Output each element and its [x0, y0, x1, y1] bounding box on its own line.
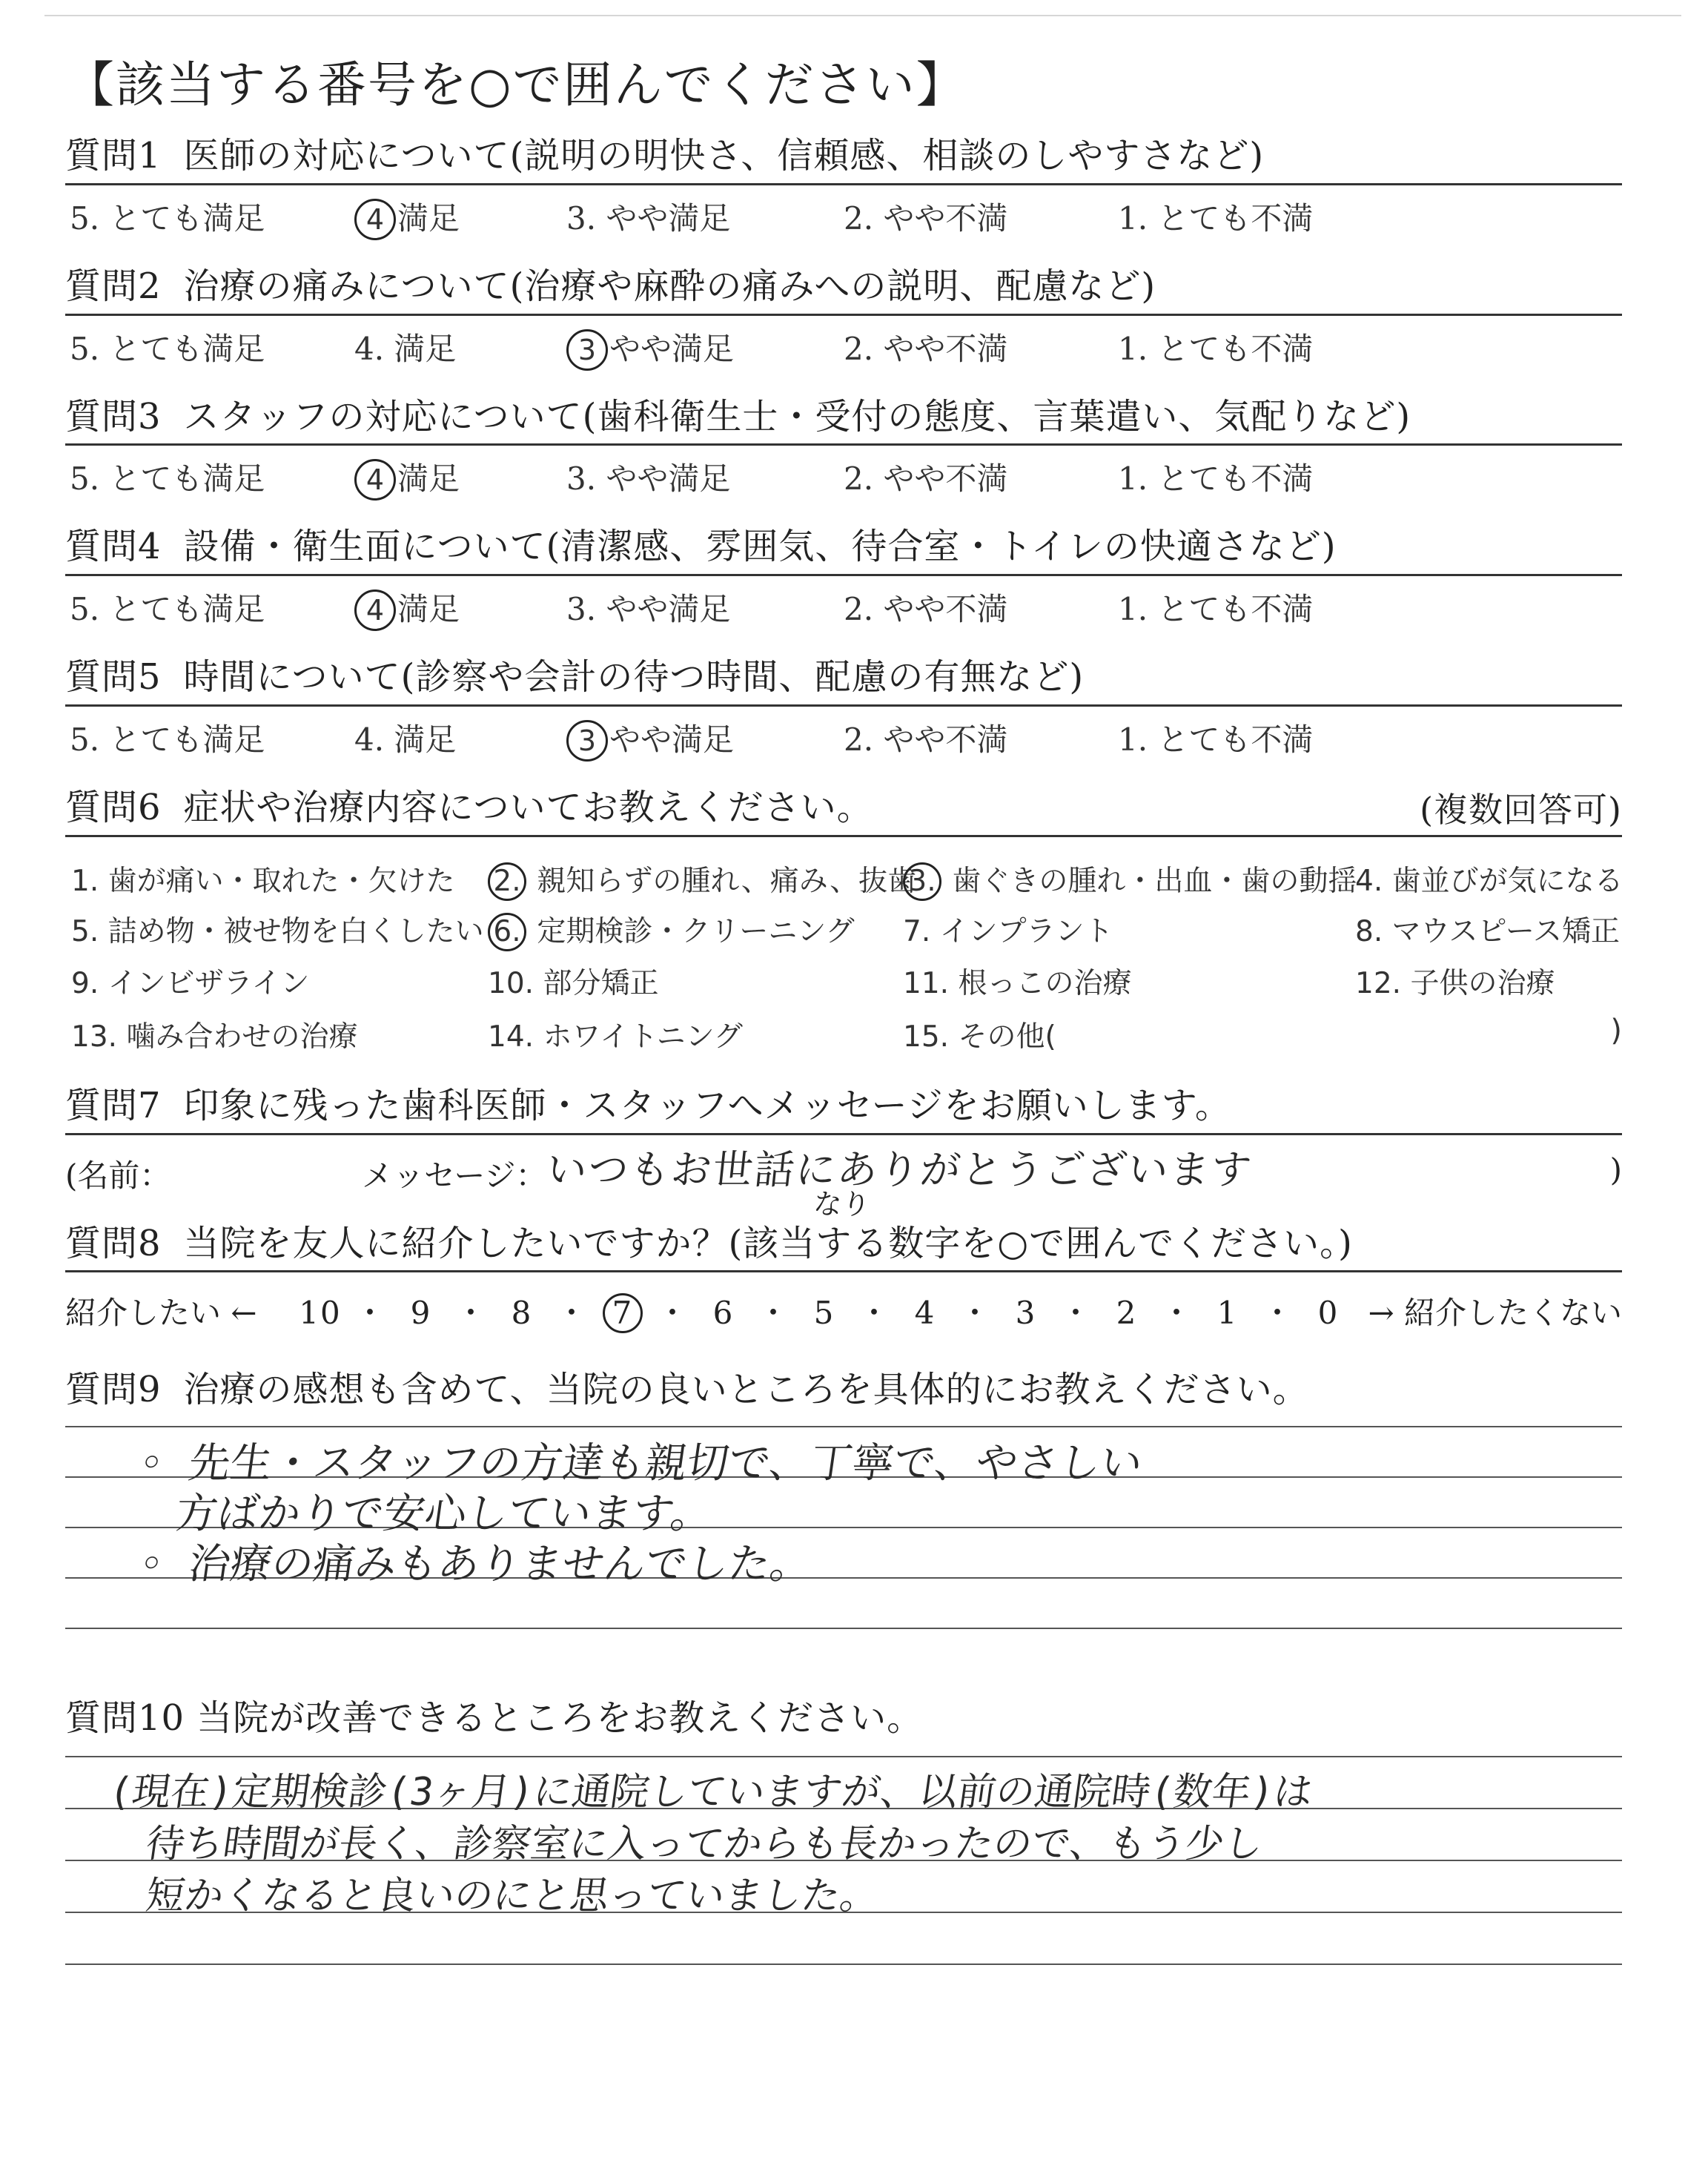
option-label: 部分矯正 [543, 966, 659, 1000]
q8-text: 当院を友人に紹介したいですか？(該当する数字を○で囲んでください。) [183, 1222, 1353, 1264]
option-label: 満足 [397, 591, 460, 628]
selected-circle: 7 [603, 1293, 643, 1333]
q8-scale-2[interactable]: 2 [1116, 1295, 1138, 1332]
q6-option-2[interactable] [488, 858, 916, 901]
q4-option-3[interactable]: 3. やや満足 [566, 591, 731, 628]
question-9 [65, 1370, 1622, 1639]
survey-page [65, 44, 1622, 1968]
q6-option-3[interactable] [903, 858, 1357, 901]
q8-scale-7[interactable] [598, 1293, 648, 1333]
q6-option-12[interactable] [1355, 960, 1555, 1002]
q6-option-7[interactable] [903, 908, 1113, 950]
q5-options [65, 707, 1622, 756]
option-number: 13. [71, 1020, 118, 1054]
q8-scale-9[interactable]: 9 [410, 1295, 432, 1332]
q5-option-3[interactable] [566, 716, 734, 762]
option-number: 9. [71, 966, 99, 1000]
option-number: 4. [1355, 864, 1383, 898]
q9-answer-area [65, 1417, 1622, 1639]
q3-option-3[interactable]: 3. やや満足 [566, 460, 731, 498]
option-label: やや満足 [609, 330, 735, 367]
q1-option-4[interactable] [354, 194, 460, 240]
q7-close-paren: ) [1609, 1151, 1622, 1188]
scale-separator: ・ [1059, 1295, 1093, 1332]
q8-scale-1[interactable]: 1 [1217, 1295, 1239, 1332]
top-rule [44, 15, 1681, 16]
q8-scale [65, 1272, 1622, 1354]
q4-text: 設備・衛生面について(清潔感、雰囲気、待合室・トイレの快適さなど) [183, 526, 1337, 568]
option-label: 噛み合わせの治療 [126, 1020, 358, 1054]
option-number: 15. [903, 1020, 950, 1054]
q6-option-13[interactable] [71, 1014, 357, 1055]
q7-text: 印象に残った歯科医師・スタッフへメッセージをお願いします。 [183, 1084, 1231, 1126]
q2-option-4[interactable]: 4. 満足 [354, 330, 457, 367]
selected-circle: 4 [354, 589, 396, 631]
option-label: やや満足 [609, 721, 735, 758]
option-number: 12. [1355, 966, 1402, 1000]
question-2 [65, 267, 1622, 365]
q7-message-label: メッセージ： [362, 1157, 547, 1194]
question-3 [65, 395, 1622, 498]
q10-answer-area [65, 1745, 1622, 1968]
q10-handwriting-line-2: 待ち時間が長く、診察室に入ってからも長かったので、もう少し [143, 1821, 1266, 1866]
question-7 [65, 1086, 1622, 1224]
q2-title [65, 267, 1622, 316]
q6-title [65, 788, 1622, 837]
option-label: 歯ぐきの腫れ・出血・歯の動揺 [952, 864, 1357, 898]
q6-text: 症状や治療内容についてお教えください。 [183, 786, 873, 828]
option-label: 子供の治療 [1410, 966, 1555, 1000]
q6-number: 質問6 [65, 786, 162, 828]
q4-options [65, 576, 1622, 628]
selected-circle: 2. [488, 862, 526, 901]
option-number: 1. [71, 864, 99, 898]
q8-title [65, 1224, 1622, 1273]
q7-message-line [65, 1135, 1622, 1224]
option-label: 定期検診・クリーニング [537, 914, 855, 948]
q7-name-label: (名前： [65, 1157, 171, 1194]
q7-message-correction: なり [812, 1187, 872, 1221]
q6-option-6[interactable] [488, 908, 855, 951]
q8-scale-0[interactable]: 0 [1317, 1295, 1340, 1332]
selected-circle: 3. [903, 862, 941, 901]
q1-option-5[interactable]: 5. とても満足 [70, 199, 265, 237]
q6-option-5[interactable] [71, 908, 484, 950]
q6-option-1[interactable] [71, 858, 455, 899]
q6-option-14[interactable] [488, 1014, 743, 1055]
selected-circle: 4 [354, 199, 396, 240]
q5-option-2[interactable]: 2. やや不満 [844, 721, 1008, 758]
q10-text: 当院が改善できるところをお教えください。 [196, 1697, 924, 1740]
q2-option-2[interactable]: 2. やや不満 [844, 330, 1008, 367]
q4-option-1[interactable]: 1. とても不満 [1118, 591, 1314, 628]
option-label: 詰め物・被せ物を白くしたい [107, 914, 484, 948]
q3-option-4[interactable] [354, 455, 460, 501]
scale-separator: ・ [354, 1295, 387, 1332]
q4-option-4[interactable] [354, 585, 460, 631]
q4-option-2[interactable]: 2. やや不満 [844, 591, 1008, 628]
scale-separator: ・ [1261, 1295, 1294, 1332]
q8-scale-numbers [295, 1289, 1354, 1333]
option-label: マウスピース矯正 [1391, 914, 1620, 948]
selected-circle: 4 [354, 459, 396, 501]
selected-circle: 3 [566, 720, 608, 762]
option-number: 8. [1355, 914, 1383, 948]
q6-option-8[interactable] [1355, 908, 1620, 950]
question-6 [65, 788, 1622, 1052]
question-8 [65, 1224, 1622, 1355]
option-number: 10. [488, 966, 534, 1000]
q1-number: 質問1 [65, 135, 162, 176]
q4-title [65, 527, 1622, 576]
q3-option-1[interactable]: 1. とても不満 [1118, 460, 1314, 498]
q8-scale-4[interactable]: 4 [914, 1295, 936, 1332]
q1-option-3[interactable]: 3. やや満足 [566, 199, 731, 237]
q9-text: 治療の感想も含めて、当院の良いところを具体的にお教えください。 [183, 1369, 1309, 1411]
q3-title [65, 397, 1622, 446]
q10-title [65, 1699, 1622, 1745]
q9-handwriting-line-2: 方ばかりで安心しています。 [172, 1490, 716, 1539]
q3-option-2[interactable]: 2. やや不満 [844, 460, 1008, 498]
q1-option-1[interactable]: 1. とても不満 [1118, 199, 1314, 237]
question-10 [65, 1699, 1622, 1968]
q1-title [65, 136, 1622, 185]
q7-number: 質問7 [65, 1084, 162, 1126]
option-label: ホワイトニング [543, 1020, 743, 1054]
option-number: 5. [71, 914, 99, 948]
q3-options [65, 446, 1622, 498]
q3-text: スタッフの対応について(歯科衛生士・受付の態度、言葉遣い、気配りなど) [183, 395, 1411, 437]
q10-handwriting-line-1: (現在)定期検診(3ヶ月)に通院していますが、以前の通院時(数年)は [106, 1769, 1316, 1814]
question-1 [65, 135, 1622, 237]
q1-option-2[interactable]: 2. やや不満 [844, 199, 1008, 237]
question-5 [65, 658, 1622, 756]
q9-handwriting-line-3: ◦ 治療の痛みもありませんでした。 [135, 1540, 815, 1589]
q6-option-10[interactable] [488, 960, 658, 1002]
scale-separator: ・ [555, 1295, 589, 1332]
scale-separator: ・ [858, 1295, 891, 1332]
option-label: インプラント [939, 914, 1113, 948]
q8-left-label: 紹介したい ← [65, 1295, 257, 1332]
q5-number: 質問5 [65, 656, 162, 698]
q2-option-1[interactable]: 1. とても不満 [1118, 330, 1314, 367]
q8-scale-10[interactable]: 10 [299, 1295, 342, 1332]
q6-option-15[interactable] [903, 1014, 1056, 1055]
scale-separator: ・ [1160, 1295, 1194, 1332]
option-label: 根っこの治療 [958, 966, 1132, 1000]
q2-text: 治療の痛みについて(治療や麻酔の痛みへの説明、配慮など) [183, 265, 1156, 307]
selected-circle: 6. [488, 913, 526, 951]
q5-text: 時間について(診察や会計の待つ時間、配慮の有無など) [183, 656, 1085, 698]
q10-number: 質問10 [65, 1697, 185, 1740]
option-label: インビザライン [107, 966, 310, 1000]
q3-option-5[interactable]: 5. とても満足 [70, 460, 265, 498]
q2-options [65, 316, 1622, 365]
q6-options [65, 837, 1622, 1052]
q3-number: 質問3 [65, 395, 162, 437]
q10-rule-1 [65, 1756, 1622, 1757]
q2-option-5[interactable]: 5. とても満足 [70, 330, 265, 367]
scale-separator: ・ [454, 1295, 488, 1332]
q1-text: 医師の対応について(説明の明快さ、信頼感、相談のしやすさなど) [183, 135, 1265, 176]
q9-number: 質問9 [65, 1369, 162, 1411]
q9-title [65, 1370, 1622, 1417]
q4-number: 質問4 [65, 526, 162, 568]
q10-handwriting-line-3: 短かくなると良いのにと思っていました。 [143, 1873, 882, 1918]
q7-title [65, 1086, 1622, 1135]
option-label: その他( [958, 1020, 1056, 1054]
q8-scale-6[interactable]: 6 [712, 1295, 735, 1332]
option-label: 満足 [397, 460, 460, 498]
q9-handwriting-line-1: ◦ 先生・スタッフの方達も親切で、丁寧で、やさしい [135, 1439, 1146, 1488]
q6-note: (複数回答可) [1420, 789, 1622, 830]
q5-option-1[interactable]: 1. とても不満 [1118, 721, 1314, 758]
q4-option-5[interactable]: 5. とても満足 [70, 591, 265, 628]
q8-number: 質問8 [65, 1222, 162, 1264]
rating-questions [65, 136, 1622, 788]
q5-option-4[interactable]: 4. 満足 [354, 721, 457, 758]
q5-title [65, 658, 1622, 707]
q2-number: 質問2 [65, 265, 162, 307]
option-number: 14. [488, 1020, 534, 1054]
q8-scale-8[interactable]: 8 [511, 1295, 533, 1332]
scale-separator: ・ [656, 1295, 689, 1332]
q8-scale-5[interactable]: 5 [813, 1295, 835, 1332]
q2-option-3[interactable] [566, 325, 734, 371]
q6-option-4[interactable] [1355, 858, 1623, 899]
q6-option-9[interactable] [71, 960, 309, 1002]
question-4 [65, 526, 1622, 628]
q7-message-handwriting: いつもお世話にありがとうございます [544, 1146, 1255, 1193]
q9-rule-1 [65, 1426, 1622, 1427]
option-label: 歯が痛い・取れた・欠けた [107, 864, 455, 898]
scale-separator: ・ [757, 1295, 790, 1332]
q6-other-close: ) [1610, 1013, 1622, 1048]
q1-options [65, 185, 1622, 237]
option-number: 7. [903, 914, 931, 948]
q6-option-11[interactable] [903, 960, 1131, 1002]
q5-option-5[interactable]: 5. とても満足 [70, 721, 265, 758]
scale-separator: ・ [959, 1295, 992, 1332]
option-label: 満足 [397, 199, 460, 237]
selected-circle: 3 [566, 329, 608, 371]
option-number: 11. [903, 966, 950, 1000]
page-heading: 【該当する番号を○で囲んでください】 [65, 56, 967, 113]
option-label: 歯並びが気になる [1391, 864, 1623, 898]
q8-right-label: → 紹介したくない [1368, 1295, 1622, 1332]
q9-rule-5 [65, 1628, 1622, 1629]
q10-rule-5 [65, 1964, 1622, 1965]
option-label: 親知らずの腫れ、痛み、抜歯 [537, 864, 917, 898]
q8-scale-3[interactable]: 3 [1015, 1295, 1037, 1332]
